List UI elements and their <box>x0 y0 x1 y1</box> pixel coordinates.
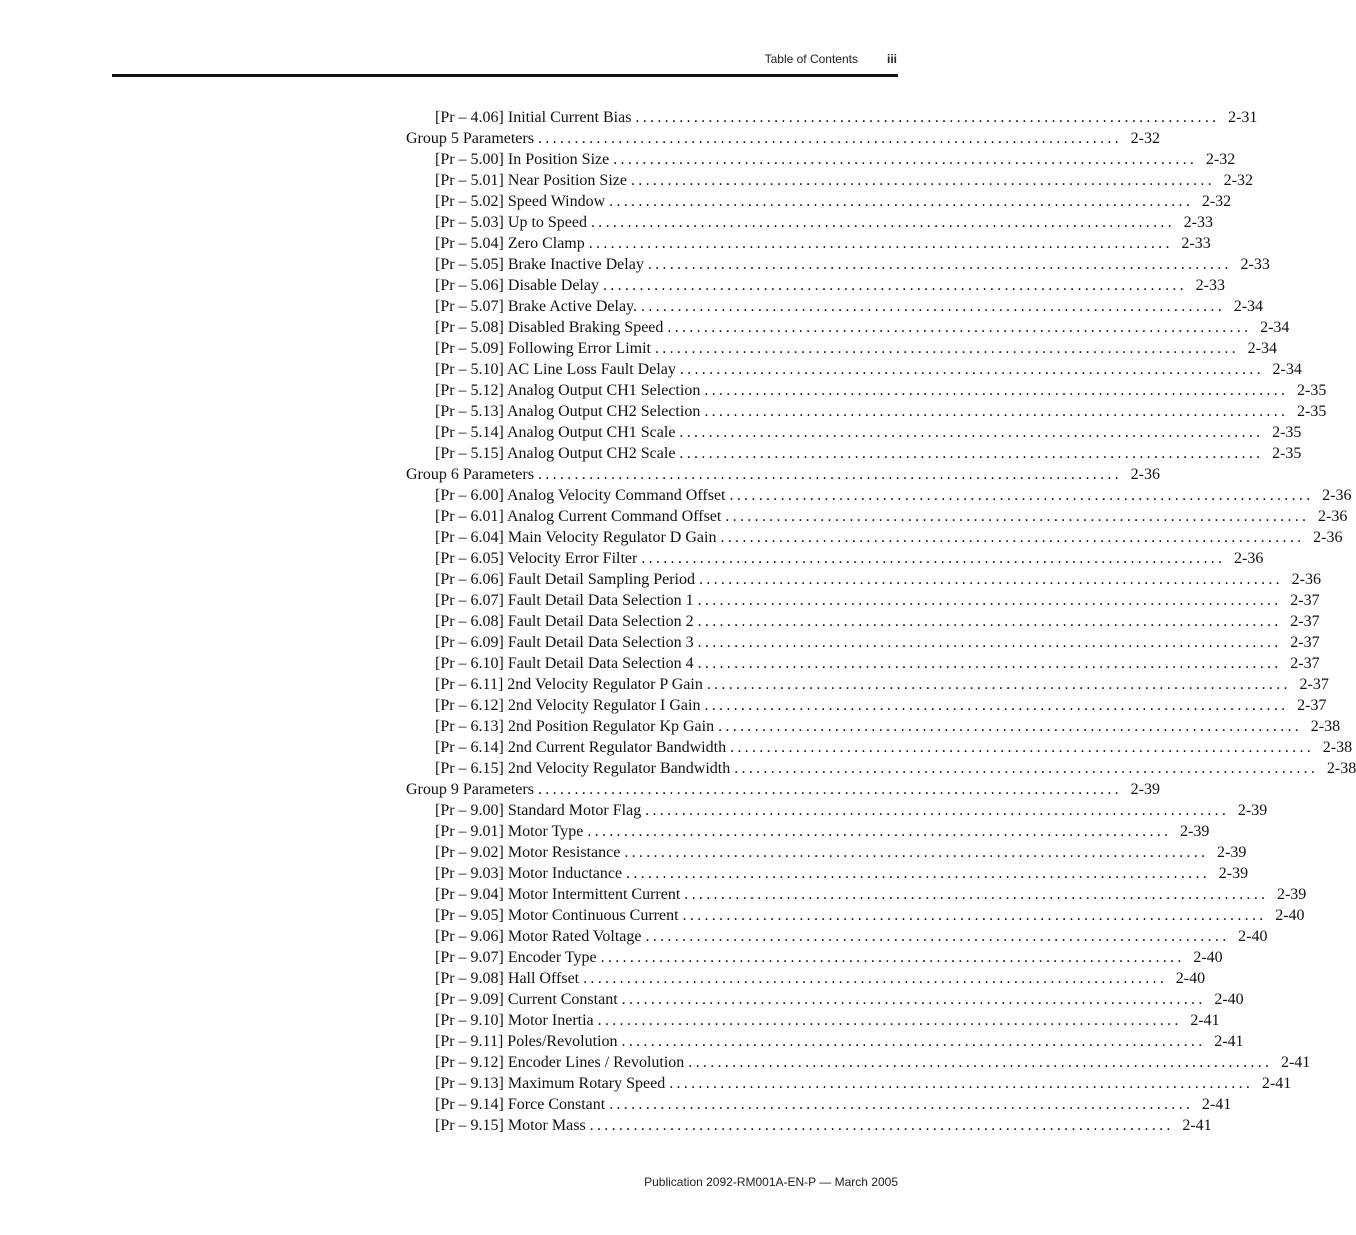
toc-entry[interactable] <box>406 1094 1232 1115</box>
dot-leader: ................................................................................ <box>667 319 1252 336</box>
toc-entry-page: 2-38 <box>1326 760 1356 777</box>
toc-entry-title: [Pr – 9.01] Motor Type <box>435 823 584 840</box>
toc-entry[interactable] <box>406 1031 1244 1052</box>
toc-entry-page: 2-41 <box>1280 1054 1311 1071</box>
toc-entry[interactable] <box>406 233 1211 254</box>
toc-entry-title: [Pr – 5.10] AC Line Loss Fault Delay <box>435 361 676 378</box>
toc-entry-page: 2-33 <box>1240 256 1270 273</box>
toc-entry-page: 2-37 <box>1290 592 1320 609</box>
toc-entry-title: [Pr – 5.05] Brake Inactive Delay <box>435 256 644 273</box>
toc-entry[interactable] <box>406 821 1210 842</box>
toc-group-entry[interactable] <box>406 128 1160 149</box>
toc-entry-page: 2-39 <box>1216 844 1247 861</box>
toc-entry[interactable] <box>406 590 1320 611</box>
toc-entry[interactable] <box>406 275 1225 296</box>
toc-entry-page: 2-37 <box>1290 613 1320 630</box>
toc-entry-title: [Pr – 6.00] Analog Velocity Command Offset <box>435 487 726 504</box>
toc-entry-title: [Pr – 6.11] 2nd Velocity Regulator P Gain <box>435 676 703 693</box>
toc-entry-title: [Pr – 9.06] Motor Rated Voltage <box>435 928 642 945</box>
toc-entry[interactable] <box>406 401 1327 422</box>
toc-entry-title: [Pr – 9.00] Standard Motor Flag <box>435 802 642 819</box>
toc-entry[interactable] <box>406 884 1307 905</box>
dot-leader: ................................................................................ <box>654 340 1239 357</box>
header-rule <box>112 74 898 77</box>
dot-leader: ................................................................................ <box>621 991 1206 1008</box>
dot-leader: ................................................................................ <box>645 802 1230 819</box>
toc-entry-title: [Pr – 9.10] Motor Inertia <box>435 1012 594 1029</box>
dot-leader: ................................................................................ <box>718 718 1303 735</box>
dot-leader: ................................................................................ <box>697 634 1282 651</box>
dot-leader: ................................................................................ <box>641 550 1226 567</box>
toc-entry-page: 2-38 <box>1322 739 1353 756</box>
dot-leader: ................................................................................ <box>537 466 1122 483</box>
dot-leader: ................................................................................ <box>704 382 1289 399</box>
toc-entry[interactable] <box>406 737 1353 758</box>
dot-leader: ................................................................................ <box>697 613 1282 630</box>
toc-entry[interactable] <box>406 800 1268 821</box>
toc-entry-page: 2-41 <box>1214 1033 1244 1050</box>
toc-entry[interactable] <box>406 443 1302 464</box>
toc-entry-page: 2-34 <box>1260 319 1290 336</box>
toc-entry-title: [Pr – 4.06] Initial Current Bias <box>435 109 632 126</box>
toc-entry-title: [Pr – 9.08] Hall Offset <box>435 970 580 987</box>
toc-entry-title: [Pr – 5.06] Disable Delay <box>435 277 599 294</box>
dot-leader: ................................................................................ <box>588 235 1173 252</box>
toc-entry-title: [Pr – 9.04] Motor Intermittent Current <box>435 886 681 903</box>
dot-leader: ................................................................................ <box>583 970 1168 987</box>
toc-entry-page: 2-34 <box>1272 361 1302 378</box>
toc-entry[interactable] <box>406 296 1264 317</box>
toc-entry-title: Group 9 Parameters <box>406 781 534 798</box>
dot-leader: ................................................................................ <box>537 130 1122 147</box>
toc-entry[interactable] <box>406 527 1343 548</box>
toc-entry-title: [Pr – 6.08] Fault Detail Data Selection 2 <box>435 613 694 630</box>
toc-entry-title: [Pr – 6.07] Fault Detail Data Selection 1 <box>435 592 694 609</box>
toc-entry[interactable] <box>406 863 1249 884</box>
dot-leader: ................................................................................ <box>704 403 1289 420</box>
toc-entry-page: 2-36 <box>1322 487 1352 504</box>
dot-leader: ................................................................................ <box>590 214 1175 231</box>
running-header-title: Table of Contents <box>764 52 858 66</box>
dot-leader: ................................................................................ <box>589 1117 1174 1134</box>
toc-entry[interactable] <box>406 1073 1292 1094</box>
toc-entry[interactable] <box>406 632 1320 653</box>
toc-entry-title: [Pr – 6.01] Analog Current Command Offset <box>435 508 722 525</box>
toc-entry-page: 2-33 <box>1181 235 1211 252</box>
toc-group-entry[interactable] <box>406 464 1160 485</box>
dot-leader: ................................................................................ <box>679 361 1264 378</box>
toc-entry-page: 2-39 <box>1237 802 1268 819</box>
dot-leader: ................................................................................ <box>537 781 1122 798</box>
toc-entry-title: [Pr – 6.13] 2nd Position Regulator Kp Gain <box>435 718 715 735</box>
dot-leader: ................................................................................ <box>697 592 1282 609</box>
dot-leader: ................................................................................ <box>609 1096 1194 1113</box>
toc-entry-title: [Pr – 9.15] Motor Mass <box>435 1117 586 1134</box>
toc-entry-title: [Pr – 9.03] Motor Inductance <box>435 865 623 882</box>
dot-leader: ................................................................................ <box>647 256 1232 273</box>
toc-entry-title: [Pr – 6.10] Fault Detail Data Selection 4 <box>435 655 694 672</box>
toc-group-entry[interactable] <box>406 779 1160 800</box>
toc-entry-page: 2-37 <box>1290 655 1320 672</box>
toc-entry-title: [Pr – 9.11] Poles/Revolution <box>435 1033 618 1050</box>
toc-entry-title: [Pr – 5.09] Following Error Limit <box>435 340 651 357</box>
toc-entry-page: 2-41 <box>1261 1075 1292 1092</box>
toc-list <box>406 107 1356 1136</box>
toc-entry-title: [Pr – 9.14] Force Constant <box>435 1096 606 1113</box>
toc-entry-title: [Pr – 9.07] Encoder Type <box>435 949 597 966</box>
toc-entry-page: 2-40 <box>1275 907 1305 924</box>
dot-leader: ................................................................................ <box>621 1033 1206 1050</box>
toc-entry-page: 2-39 <box>1130 781 1160 798</box>
toc-entry[interactable] <box>406 716 1341 737</box>
toc-entry[interactable] <box>406 359 1302 380</box>
dot-leader: ................................................................................ <box>730 739 1315 756</box>
toc-entry-page: 2-36 <box>1313 529 1343 546</box>
toc-entry[interactable] <box>406 611 1320 632</box>
toc-entry-page: 2-37 <box>1290 634 1320 651</box>
toc-entry-page: 2-33 <box>1183 214 1213 231</box>
toc-entry-page: 2-37 <box>1297 697 1327 714</box>
toc-entry[interactable] <box>406 170 1253 191</box>
toc-entry[interactable] <box>406 380 1327 401</box>
dot-leader: ................................................................................ <box>684 886 1269 903</box>
toc-entry-page: 2-41 <box>1182 1117 1212 1134</box>
toc-entry[interactable] <box>406 758 1356 779</box>
toc-entry[interactable] <box>406 842 1247 863</box>
dot-leader: ................................................................................ <box>597 1012 1182 1029</box>
toc-entry-page: 2-36 <box>1130 466 1160 483</box>
toc-entry-page: 2-34 <box>1233 298 1264 315</box>
dot-leader: ................................................................................ <box>725 508 1310 525</box>
toc-entry-page: 2-40 <box>1238 928 1268 945</box>
dot-leader: ................................................................................ <box>626 865 1211 882</box>
toc-entry-title: [Pr – 6.15] 2nd Velocity Regulator Bandwidth <box>435 760 731 777</box>
toc-entry-page: 2-39 <box>1180 823 1210 840</box>
toc-entry[interactable] <box>406 107 1258 128</box>
toc-entry[interactable] <box>406 506 1348 527</box>
toc-entry[interactable] <box>406 191 1232 212</box>
toc-entry-title: [Pr – 5.01] Near Position Size <box>435 172 627 189</box>
toc-entry[interactable] <box>406 947 1223 968</box>
toc-entry-title: [Pr – 9.12] Encoder Lines / Revolution <box>435 1054 685 1071</box>
toc-entry-page: 2-40 <box>1175 970 1206 987</box>
toc-entry-title: [Pr – 6.05] Velocity Error Filter <box>435 550 638 567</box>
toc-entry-page: 2-39 <box>1218 865 1249 882</box>
toc-entry[interactable] <box>406 254 1270 275</box>
toc-entry[interactable] <box>406 569 1321 590</box>
toc-entry-page: 2-35 <box>1272 445 1302 462</box>
toc-entry-title: [Pr – 6.09] Fault Detail Data Selection 3 <box>435 634 694 651</box>
toc-entry-title: [Pr – 5.14] Analog Output CH1 Scale <box>435 424 676 441</box>
toc-entry-page: 2-36 <box>1318 508 1348 525</box>
toc-entry-page: 2-35 <box>1272 424 1302 441</box>
toc-entry-page: 2-35 <box>1296 403 1327 420</box>
toc-entry-title: [Pr – 5.02] Speed Window <box>435 193 606 210</box>
toc-entry[interactable] <box>406 485 1352 506</box>
toc-entry-page: 2-38 <box>1310 718 1341 735</box>
toc-entry-title: [Pr – 9.02] Motor Resistance <box>435 844 621 861</box>
toc-entry-page: 2-37 <box>1299 676 1329 693</box>
toc-entry-title: [Pr – 9.13] Maximum Rotary Speed <box>435 1075 666 1092</box>
dot-leader: ................................................................................ <box>706 676 1291 693</box>
dot-leader: ................................................................................ <box>635 109 1220 126</box>
toc-entry-page: 2-40 <box>1214 991 1244 1008</box>
dot-leader: ................................................................................ <box>729 487 1314 504</box>
dot-leader: ................................................................................ <box>609 193 1194 210</box>
toc-entry-title: [Pr – 5.03] Up to Speed <box>435 214 587 231</box>
toc-entry-title: [Pr – 5.12] Analog Output CH1 Selection <box>435 382 701 399</box>
toc-entry-page: 2-36 <box>1291 571 1321 588</box>
publication-footer: Publication 2092-RM001A-EN-P — March 2005 <box>644 1175 898 1189</box>
toc-entry-page: 2-40 <box>1193 949 1223 966</box>
toc-entry-title: [Pr – 5.13] Analog Output CH2 Selection <box>435 403 701 420</box>
toc-entry[interactable] <box>406 989 1244 1010</box>
toc-entry[interactable] <box>406 905 1305 926</box>
dot-leader: ................................................................................ <box>602 277 1187 294</box>
dot-leader: ................................................................................ <box>704 697 1289 714</box>
toc-entry[interactable] <box>406 149 1236 170</box>
toc-entry-title: Group 5 Parameters <box>406 130 534 147</box>
toc-entry-title: [Pr – 9.09] Current Constant <box>435 991 618 1008</box>
dot-leader: ................................................................................ <box>679 445 1264 462</box>
dot-leader: ................................................................................ <box>587 823 1172 840</box>
toc-entry-title: Group 6 Parameters <box>406 466 534 483</box>
toc-entry-page: 2-32 <box>1205 151 1236 168</box>
toc-entry[interactable] <box>406 1115 1212 1136</box>
toc-entry-title: [Pr – 5.00] In Position Size <box>435 151 610 168</box>
toc-entry[interactable] <box>406 212 1213 233</box>
toc-entry-page: 2-39 <box>1276 886 1307 903</box>
toc-entry[interactable] <box>406 338 1277 359</box>
dot-leader: ................................................................................ <box>720 529 1305 546</box>
toc-entry[interactable] <box>406 695 1327 716</box>
toc-entry-title: [Pr – 5.08] Disabled Braking Speed <box>435 319 664 336</box>
dot-leader: ................................................................................ <box>624 844 1209 861</box>
toc-entry[interactable] <box>406 926 1268 947</box>
dot-leader: ................................................................................ <box>688 1054 1273 1071</box>
dot-leader: ................................................................................ <box>698 571 1283 588</box>
dot-leader: ................................................................................ <box>697 655 1282 672</box>
toc-entry-title: [Pr – 5.15] Analog Output CH2 Scale <box>435 445 676 462</box>
toc-entry-title: [Pr – 6.14] 2nd Current Regulator Bandwidth <box>435 739 727 756</box>
toc-entry-page: 2-32 <box>1130 130 1160 147</box>
page-number: iii <box>886 52 897 66</box>
dot-leader: ................................................................................ <box>645 928 1230 945</box>
toc-entry-page: 2-32 <box>1223 172 1253 189</box>
toc-entry-page: 2-41 <box>1201 1096 1232 1113</box>
toc-entry[interactable] <box>406 653 1320 674</box>
toc-entry-page: 2-41 <box>1190 1012 1220 1029</box>
toc-entry-page: 2-36 <box>1234 550 1264 567</box>
toc-entry-page: 2-31 <box>1228 109 1258 126</box>
toc-entry-title: [Pr – 6.06] Fault Detail Sampling Period <box>435 571 695 588</box>
dot-leader: ................................................................................ <box>613 151 1198 168</box>
dot-leader: ................................................................................ <box>630 172 1215 189</box>
toc-entry-title: [Pr – 6.04] Main Velocity Regulator D Gain <box>435 529 717 546</box>
dot-leader: ................................................................................ <box>669 1075 1254 1092</box>
toc-entry-page: 2-35 <box>1296 382 1327 399</box>
dot-leader: ................................................................................ <box>600 949 1185 966</box>
toc-entry[interactable] <box>406 968 1206 989</box>
toc-entry[interactable] <box>406 1052 1311 1073</box>
toc-entry-title: [Pr – 6.12] 2nd Velocity Regulator I Gain <box>435 697 701 714</box>
dot-leader: ................................................................................ <box>679 424 1264 441</box>
toc-entry[interactable] <box>406 317 1290 338</box>
dot-leader: ................................................................................ <box>641 298 1226 315</box>
dot-leader: ................................................................................ <box>734 760 1319 777</box>
toc-entry-title: [Pr – 5.04] Zero Clamp <box>435 235 585 252</box>
toc-entry-page: 2-32 <box>1201 193 1232 210</box>
toc-entry-page: 2-33 <box>1195 277 1225 294</box>
toc-entry[interactable] <box>406 548 1264 569</box>
dot-leader: ................................................................................ <box>682 907 1267 924</box>
toc-entry-title: [Pr – 9.05] Motor Continuous Current <box>435 907 679 924</box>
toc-entry-title: [Pr – 5.07] Brake Active Delay. <box>435 298 638 315</box>
toc-entry[interactable] <box>406 674 1329 695</box>
toc-entry[interactable] <box>406 1010 1220 1031</box>
toc-entry[interactable] <box>406 422 1302 443</box>
toc-entry-page: 2-34 <box>1247 340 1277 357</box>
